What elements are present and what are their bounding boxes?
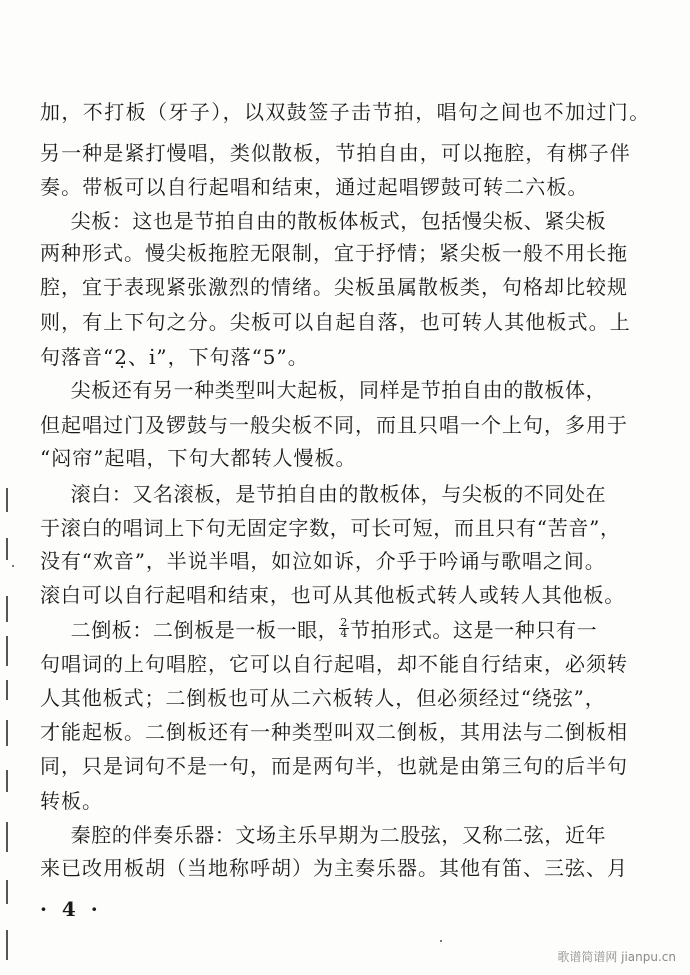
text-line-20: 同，只是词句不是一句，而是两句半，也就是由第三句的后半句	[40, 754, 628, 778]
text-line-16: 二倒板：二倒板是一板一眼， $\frac{2}{4}$ 节拍形式。这是一种只有一	[50, 616, 598, 642]
text-line-2: 另一种是紧打慢唱，类似散板，节拍自由，可以拖腔，有梆子伴	[40, 141, 631, 165]
scan-edge-mark	[6, 680, 8, 700]
scan-edge-mark	[6, 930, 8, 960]
page-number: · 4 ·	[40, 897, 102, 921]
scan-edge-mark	[6, 596, 8, 622]
scan-edge-mark	[6, 538, 8, 560]
scan-edge-mark	[6, 488, 8, 512]
text-line-9: 尖板还有另一种类型叫大起板，同样是节拍自由的散板体，	[50, 378, 607, 402]
text-line-21: 转板。	[40, 789, 103, 813]
scan-edge-mark	[6, 822, 8, 852]
scan-edge-mark	[6, 636, 8, 666]
scan-edge-mark	[6, 770, 8, 792]
scan-edge-mark	[6, 880, 8, 904]
text-line-18: 人其他板式；二倒板也可从二六板转人，但必须经过“绕弦”，	[40, 686, 606, 710]
scan-speck	[12, 565, 14, 567]
text-line-22: 秦腔的伴奏乐器：文场主乐早期为二股弦，又称二弦，近年	[50, 823, 607, 847]
text-line-3: 奏。带板可以自行起唱和结束，通过起唱锣鼓可转二六板。	[40, 175, 589, 199]
text-line-12: 滚白：又名滚板，是节拍自由的散板体，与尖板的不同处在	[50, 482, 607, 506]
text-line-1: 加，不打板（牙子），以双鼓签子击节拍，唱句之间也不加过门。	[40, 100, 651, 124]
text-line-8: 句落音“2̣、i̇”，下句落“5”。	[40, 345, 309, 369]
text-line-6: 腔，宜于表现紧张激烈的情绪。尖板虽属散板类，句格却比较规	[40, 275, 628, 299]
text-line-10: 但起唱过门及锣鼓与一般尖板不同，而且只唱一个上句，多用于	[40, 413, 628, 437]
text-line-7: 则，有上下句之分。尖板可以自起自落，也可转人其他板式。上	[40, 310, 631, 334]
text-line-13: 于滚白的唱词上下句无固定字数，可长可短，而且只有“苦音”，	[40, 516, 621, 540]
text-line-23: 来已改用板胡（当地称呼胡）为主奏乐器。其他有笛、三弦、月	[40, 856, 628, 880]
text-line-11: “闷帘”起唱，下句大都转人慢板。	[40, 446, 357, 470]
text-line-17: 句唱词的上句唱腔，它可以自行起唱，却不能自行结束，必须转	[40, 652, 628, 676]
text-line-4: 尖板：这也是节拍自由的散板体板式，包括慢尖板、紧尖板	[50, 209, 607, 233]
text-line-14: 没有“欢音”，半说半唱，如泣如诉，介乎于吟诵与歌唱之间。	[40, 549, 606, 573]
watermark-text: 歌谱简谱网 jianpu.cn	[557, 950, 676, 964]
scan-edge-mark	[6, 720, 8, 746]
time-signature: $\frac{2}{4}$	[340, 616, 349, 640]
text-line-19: 才能起板。二倒板还有一种类型叫双二倒板，其用法与二倒板相	[40, 720, 628, 744]
text-line-5: 两种形式。慢尖板拖腔无限制，宜于抒情；紧尖板一般不用长拖	[40, 241, 628, 265]
scan-speck	[440, 940, 442, 942]
text-line-15: 滚白可以自行起唱和结束，也可从其他板式转人或转人其他板。	[40, 583, 626, 607]
